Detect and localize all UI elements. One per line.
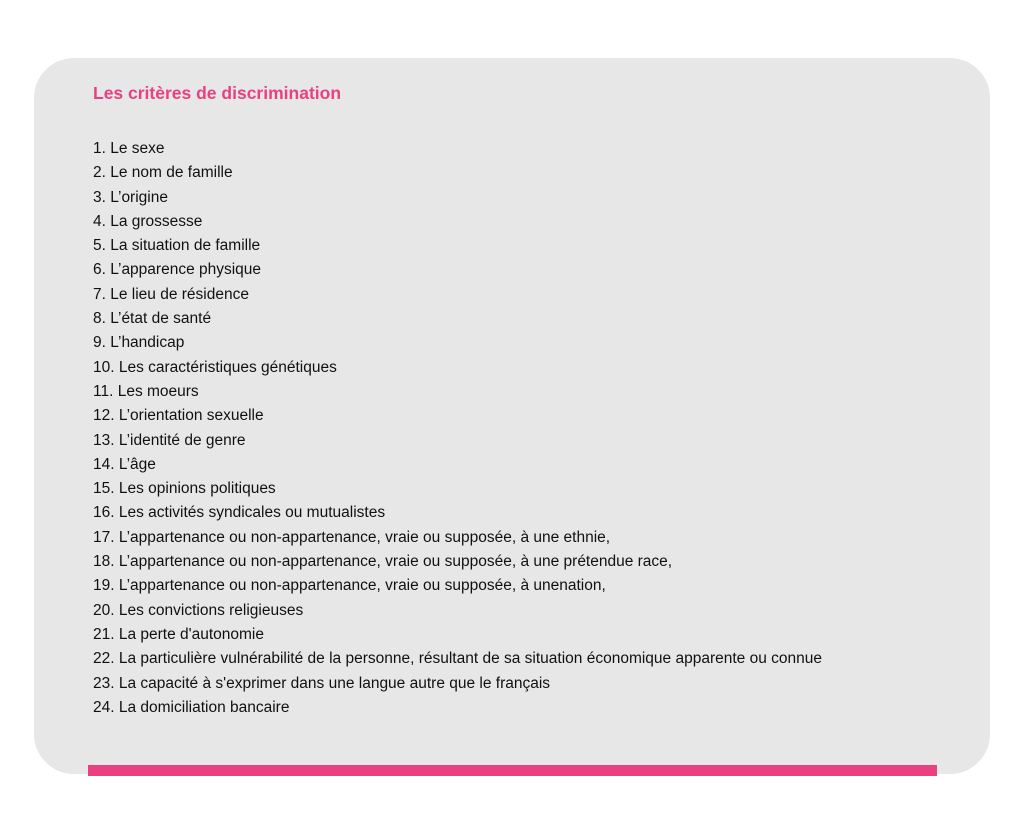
list-item: 2. Le nom de famille xyxy=(93,164,233,182)
list-item: 14. L’âge xyxy=(93,455,156,473)
list-item: 5. La situation de famille xyxy=(93,237,261,255)
accent-bar xyxy=(88,765,937,776)
list-item: 7. Le lieu de résidence xyxy=(93,285,249,303)
list-item: 17. L’appartenance ou non-appartenance, vraie ou supposée, à une ethnie, xyxy=(93,528,611,546)
list-item: 6. L’apparence physique xyxy=(93,261,262,279)
list-item: 16. Les activités syndicales ou mutualistes xyxy=(93,504,386,522)
list-item: 3. L’origine xyxy=(93,188,168,206)
list-item: 8. L’état de santé xyxy=(93,310,212,328)
list-item: 11. Les moeurs xyxy=(93,382,199,400)
card-title: Les critères de discrimination xyxy=(93,83,342,103)
list-item: 20. Les convictions religieuses xyxy=(93,601,304,619)
criteria-list xyxy=(93,137,893,720)
list-item: 21. La perte d'autonomie xyxy=(93,625,264,643)
criteria-card xyxy=(34,58,990,774)
list-item: 18. L’appartenance ou non-appartenance, vraie ou supposée, à une prétendue race, xyxy=(93,553,673,571)
list-item: 4. La grossesse xyxy=(93,212,203,230)
list-item: 13. L’identité de genre xyxy=(93,431,246,449)
list-item: 19. L’appartenance ou non-appartenance, vraie ou supposée, à unenation, xyxy=(93,577,606,595)
list-item: 24. La domiciliation bancaire xyxy=(93,698,290,716)
list-item: 15. Les opinions politiques xyxy=(93,480,276,498)
list-item: 23. La capacité à s'exprimer dans une langue autre que le français xyxy=(93,674,551,692)
list-item: 9. L’handicap xyxy=(93,334,185,352)
list-item: 12. L’orientation sexuelle xyxy=(93,407,264,425)
list-item: 1. Le sexe xyxy=(93,140,165,157)
list-item: 22. La particulière vulnérabilité de la personne, résultant de sa situation économique apparente ou connue xyxy=(93,650,822,668)
list-item: 10. Les caractéristiques génétiques xyxy=(93,358,337,376)
